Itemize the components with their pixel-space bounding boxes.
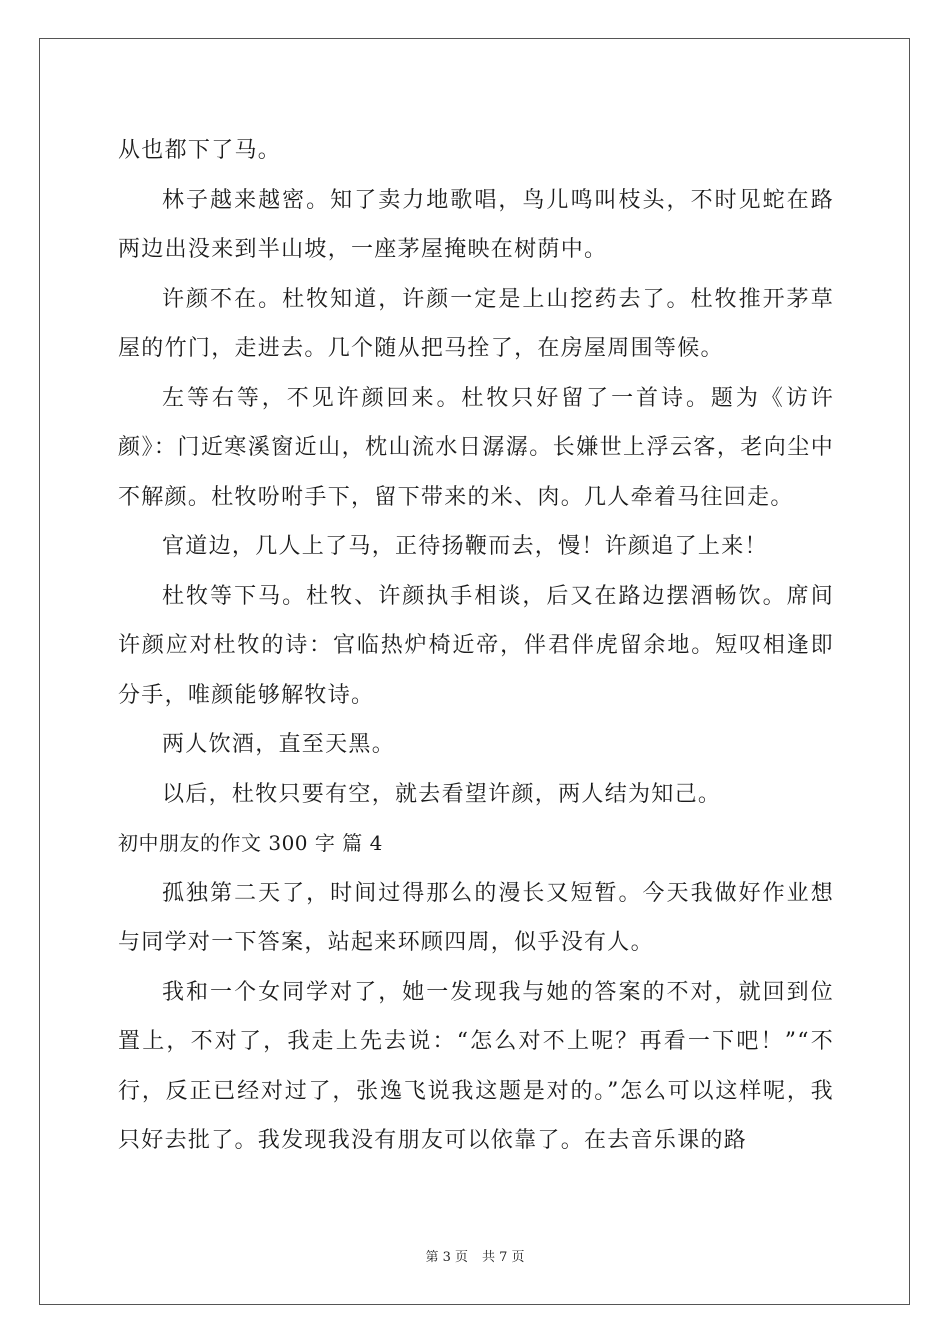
paragraph-9: 我和一个女同学对了，她一发现我与她的答案的不对，就回到位置上，不对了，我走上先去说：“怎么对不上呢？再看一下吧！”“不行，反正已经对过了，张逸飞说我这题是对的。”怎么可以这样呢，我只好去批了。我发现我没有朋友可以依靠了。在去音乐课的路: [118, 979, 834, 1153]
section-heading: 初中朋友的作文 300 字 篇 4: [118, 831, 383, 855]
paragraph-3: 左等右等，不见许颜回来。杜牧只好留了一首诗。题为《访许颜》：门近寒溪窗近山，枕山流水日潺潺。长嫌世上浮云客，老向尘中不解颜。杜牧吩咐手下，留下带来的米、肉。几人牵着马往回走。: [118, 385, 834, 510]
paragraph-1: 林子越来越密。知了卖力地歌唱，鸟儿鸣叫枝头，不时见蛇在路两边出没来到半山坡，一座茅屋掩映在树荫中。: [118, 187, 834, 262]
paragraph-4: 官道边，几人上了马，正待扬鞭而去，慢！许颜追了上来！: [162, 534, 768, 559]
paragraph-6: 两人饮酒，直至天黑。: [162, 732, 396, 757]
document-body: [118, 126, 834, 1166]
paragraph-7: 以后，杜牧只要有空，就去看望许颜，两人结为知己。: [162, 781, 722, 807]
paragraph-8: 孤独第二天了，时间过得那么的漫长又短暂。今天我做好作业想与同学对一下答案，站起来环顾四周，似乎没有人。: [118, 880, 834, 955]
paragraph-5: 杜牧等下马。杜牧、许颜执手相谈，后又在路边摆酒畅饮。席间许颜应对杜牧的诗：官临热炉椅近帝，伴君伴虎留余地。短叹相逢即分手，唯颜能够解牧诗。: [118, 583, 834, 708]
paragraph-0: 从也都下了马。: [118, 138, 282, 163]
total-page-count: 共 7 页: [482, 1250, 525, 1265]
current-page-number: 第 3 页: [425, 1250, 468, 1265]
page-footer: [0, 1246, 950, 1265]
paragraph-2: 许颜不在。杜牧知道，许颜一定是上山挖药去了。杜牧推开茅草屋的竹门，走进去。几个随从把马拴了，在房屋周围等候。: [118, 286, 834, 361]
